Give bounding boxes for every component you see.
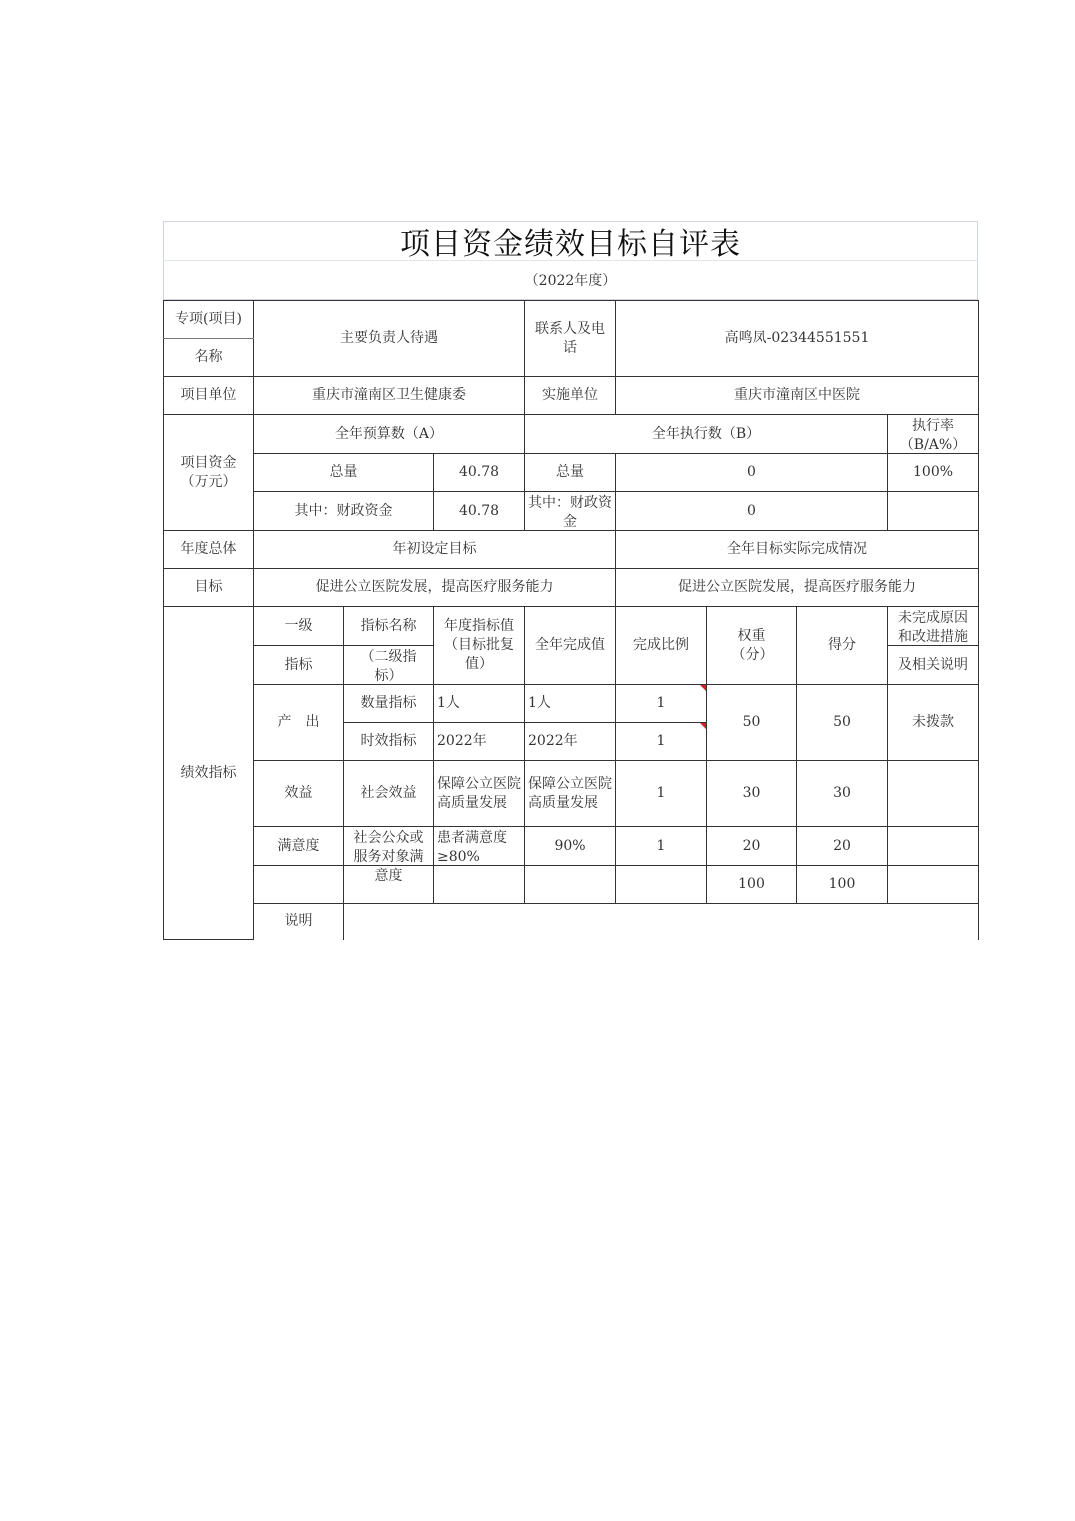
annual-header — [434, 607, 525, 685]
score-header: 得分 — [797, 607, 888, 685]
total-label-b: 总量 — [525, 454, 616, 492]
output-label: 产 出 — [254, 685, 344, 761]
exec-header: 全年执行数（B） — [525, 415, 888, 454]
rate-header-text: 执行率（B/A%） — [899, 418, 967, 453]
benefit-label: 效益 — [254, 761, 344, 827]
name-b-text: （二级指标） — [360, 649, 417, 684]
unit-value: 重庆市潼南区卫生健康委 — [254, 377, 525, 415]
reason-b: 及相关说明 — [888, 646, 979, 685]
reason-a — [888, 607, 979, 646]
name-b — [344, 646, 434, 685]
row-1-annual: 2022年 — [434, 723, 525, 761]
project-label-2: 名称 — [164, 339, 254, 377]
done-header: 全年完成值 — [525, 607, 616, 685]
goal-done: 促进公立医院发展，提高医疗服务能力 — [616, 569, 979, 607]
note-label: 说明 — [254, 904, 344, 940]
sum-score: 100 — [797, 866, 888, 904]
evaluation-sheet — [163, 221, 978, 940]
goal-label-2: 目标 — [164, 569, 254, 607]
row-0-done: 1人 — [525, 685, 616, 723]
impl-value: 重庆市潼南区中医院 — [616, 377, 979, 415]
level1-b: 指标 — [254, 646, 344, 685]
sheet-year: （2022年度） — [163, 260, 978, 300]
goal-label-1: 年度总体 — [164, 531, 254, 569]
satis-name-text: 社会公众或服务对象满意度 — [353, 830, 424, 884]
row-0-ratio: 1 — [616, 685, 707, 723]
sum-blank-6 — [888, 866, 979, 904]
satis-annual-text: 患者满意度≥80% — [437, 830, 507, 865]
fiscal-exec: 0 — [616, 492, 888, 531]
ratio-header: 完成比例 — [616, 607, 707, 685]
row-1-name: 时效指标 — [344, 723, 434, 761]
perf-label: 绩效指标 — [164, 607, 254, 940]
satis-label: 满意度 — [254, 827, 344, 866]
benefit-done: 保障公立医院高质量发展 — [525, 761, 616, 827]
sum-weight: 100 — [707, 866, 797, 904]
row-0-annual: 1人 — [434, 685, 525, 723]
output-reason: 未拨款 — [888, 685, 979, 761]
level1-a: 一级 — [254, 607, 344, 646]
note-value — [344, 904, 979, 940]
weight-header-text: 权重（分） — [731, 627, 774, 663]
benefit-reason — [888, 761, 979, 827]
evaluation-table — [163, 300, 979, 940]
budget-header: 全年预算数（A） — [254, 415, 525, 454]
sum-blank-4 — [525, 866, 616, 904]
benefit-annual: 保障公立医院高质量发展 — [434, 761, 525, 827]
impl-label: 实施单位 — [525, 377, 616, 415]
row-1-ratio: 1 — [616, 723, 707, 761]
goal-done-header: 全年目标实际完成情况 — [616, 531, 979, 569]
satis-ratio: 1 — [616, 827, 707, 866]
satis-reason — [888, 827, 979, 866]
fiscal-rate — [888, 492, 979, 531]
project-name: 主要负责人待遇 — [254, 301, 525, 377]
satis-annual — [434, 827, 525, 866]
benefit-name: 社会效益 — [344, 761, 434, 827]
fiscal-label: 其中：财政资金 — [254, 492, 434, 531]
sum-blank-1 — [254, 866, 344, 904]
rate-header — [888, 415, 979, 454]
sum-blank-3 — [434, 866, 525, 904]
row-1-done: 2022年 — [525, 723, 616, 761]
fiscal-label-b — [525, 492, 616, 531]
satis-done: 90% — [525, 827, 616, 866]
name-a: 指标名称 — [344, 607, 434, 646]
project-label-1: 专项(项目) — [164, 301, 254, 339]
funds-label-text: 项目资金（万元） — [180, 454, 237, 490]
reason-a-text: 未完成原因和改进措施 — [898, 610, 969, 645]
satis-score: 20 — [797, 827, 888, 866]
funds-label — [164, 415, 254, 531]
unit-label: 项目单位 — [164, 377, 254, 415]
output-score: 50 — [797, 685, 888, 761]
goal-set-header: 年初设定目标 — [254, 531, 616, 569]
goal-set: 促进公立医院发展，提高医疗服务能力 — [254, 569, 616, 607]
sheet-title: 项目资金绩效目标自评表 — [163, 221, 978, 260]
total-label: 总量 — [254, 454, 434, 492]
benefit-ratio: 1 — [616, 761, 707, 827]
total-budget: 40.78 — [434, 454, 525, 492]
contact-label-text: 联系人及电话 — [535, 320, 605, 356]
benefit-weight: 30 — [707, 761, 797, 827]
output-weight: 50 — [707, 685, 797, 761]
rate-value: 100% — [888, 454, 979, 492]
total-exec: 0 — [616, 454, 888, 492]
annual-header-text: 年度指标值（目标批复值） — [444, 618, 514, 672]
row-0-name: 数量指标 — [344, 685, 434, 723]
fiscal-label-b-text: 其中：财政资金 — [528, 495, 612, 530]
contact-value: 高鸣凤-02344551551 — [616, 301, 979, 377]
satis-name — [344, 827, 434, 884]
satis-weight: 20 — [707, 827, 797, 866]
sum-blank-5 — [616, 866, 707, 904]
benefit-score: 30 — [797, 761, 888, 827]
fiscal-budget: 40.78 — [434, 492, 525, 531]
weight-header — [707, 607, 797, 685]
contact-label — [525, 301, 616, 377]
